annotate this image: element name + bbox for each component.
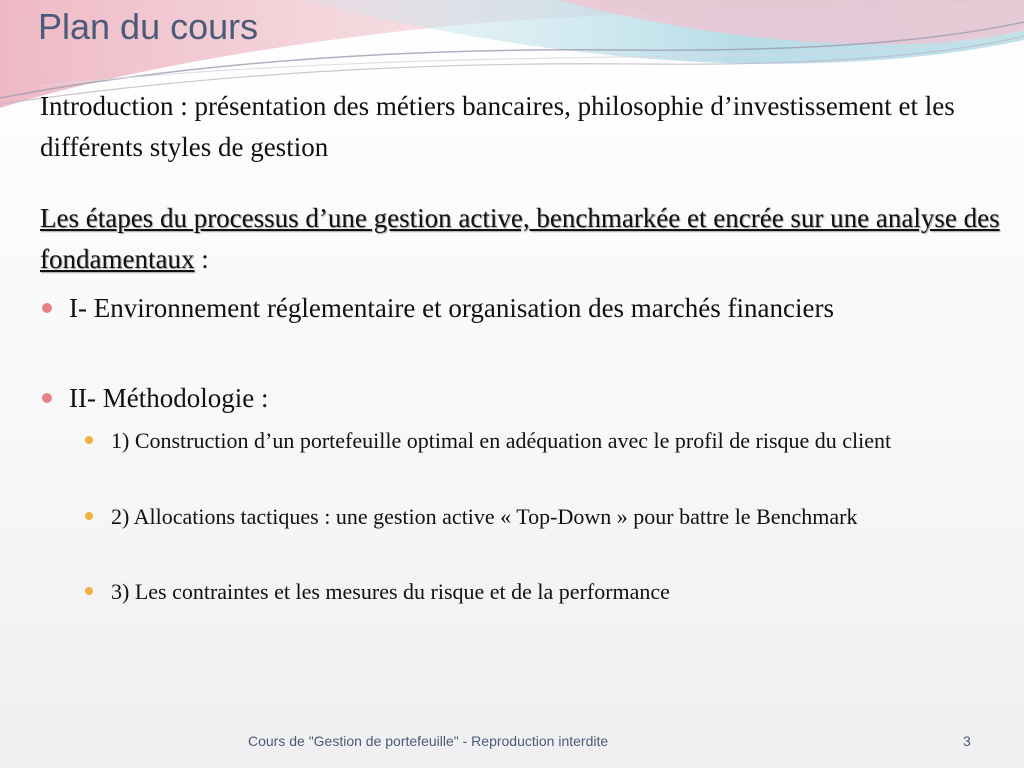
bullet-text: I- Environnement réglementaire et organisation des marchés financiers bbox=[69, 293, 834, 323]
page-title: Plan du cours bbox=[38, 6, 259, 47]
sub-bullet-item bbox=[83, 575, 963, 609]
sub-bullet-dot-icon bbox=[85, 512, 93, 520]
sub-bullet-item bbox=[83, 424, 963, 458]
intro-paragraph: Introduction : présentation des métiers bancaires, philosophie d’investissement et les différents styles de gestion bbox=[40, 91, 955, 162]
bullet-text: II- Méthodologie : bbox=[69, 383, 269, 413]
footer-text: Cours de "Gestion de portefeuille" - Reproduction interdite bbox=[248, 733, 609, 749]
bullet-dot-icon bbox=[42, 393, 52, 403]
sub-bullet-dot-icon bbox=[85, 587, 93, 595]
steps-heading bbox=[40, 198, 1000, 280]
sub-bullet-item bbox=[83, 500, 963, 534]
sub-bullet-text: 2) Allocations tactiques : une gestion active « Top-Down » pour battre le Benchmark bbox=[111, 504, 858, 529]
sub-bullet-text: 1) Construction d’un portefeuille optimal en adéquation avec le profil de risque du client bbox=[111, 428, 892, 453]
steps-heading-suffix: : bbox=[194, 244, 209, 274]
bullet-item bbox=[40, 288, 940, 329]
steps-heading-underlined: Les étapes du processus d’une gestion active, benchmarkée et encrée sur une analyse des fondamentaux bbox=[40, 203, 1000, 274]
sub-bullet-dot-icon bbox=[85, 436, 93, 444]
sub-bullet-text: 3) Les contraintes et les mesures du risque et de la performance bbox=[111, 579, 670, 604]
bullet-dot-icon bbox=[42, 303, 52, 313]
bullet-item bbox=[40, 378, 940, 419]
page-number: 3 bbox=[963, 733, 971, 749]
